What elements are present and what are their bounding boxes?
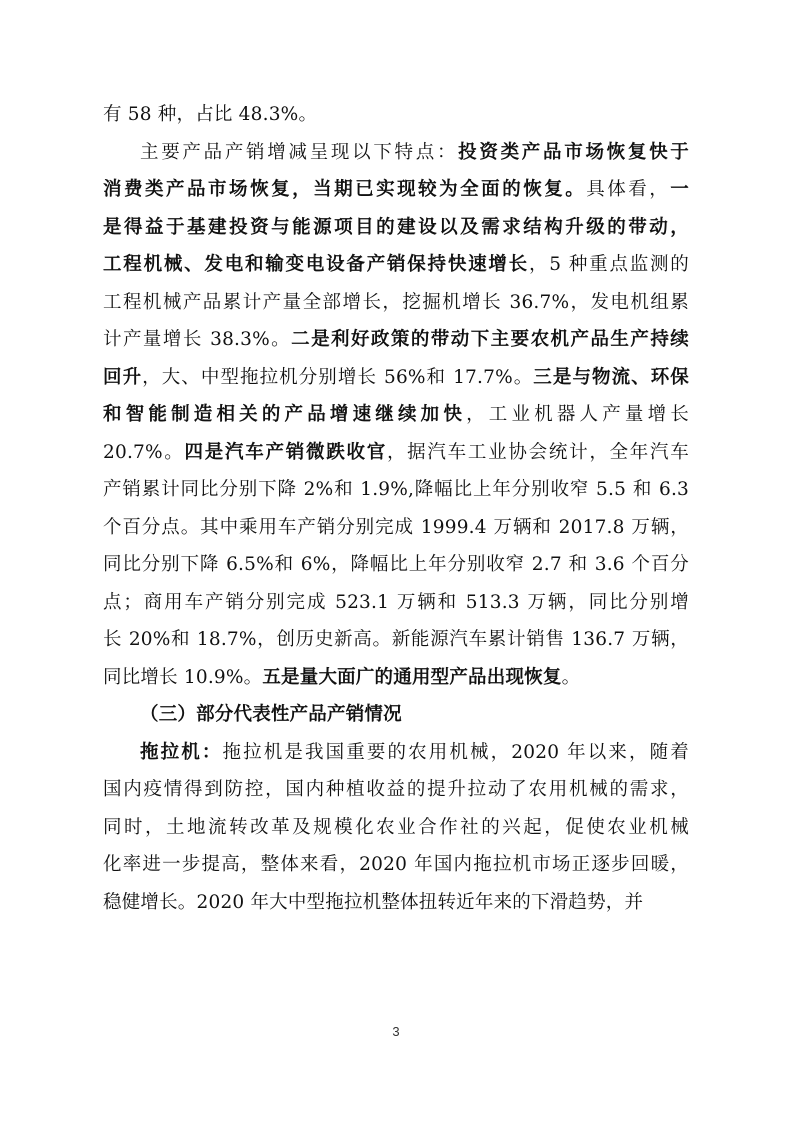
text-run: 长 20%和 18.7%，创历史新高。新能源汽车累计销售 136.7 万辆， <box>103 629 689 650</box>
text-run: 20.7%。 <box>103 441 185 463</box>
paragraph-tractor <box>103 734 689 922</box>
text-line <box>103 246 689 284</box>
text-run: 有 58 种，占比 48.3%。 <box>103 104 318 125</box>
text-run: ，工业机器人产量增长 <box>466 404 689 425</box>
text-line <box>103 509 689 547</box>
bold-text-run: 回升 <box>103 366 143 388</box>
text-line <box>103 284 689 322</box>
text-run: 工程机械产品累计产量全部增长，挖掘机增长 36.7%，发电机组累 <box>103 291 689 313</box>
text-run: 主要产品产销增减呈现以下特点： <box>140 141 459 163</box>
bold-text-run: 二是利好政策的带动下主要农机产品生产持续 <box>291 329 689 350</box>
text-line <box>103 584 689 622</box>
text-run: 同比增长 10.9%。 <box>103 666 263 688</box>
bold-text-run: 是得益于基建投资与能源项目的建设以及需求结构升级的带动， <box>103 216 689 238</box>
text-line <box>103 471 689 509</box>
text-line <box>103 396 689 434</box>
text-run: 稳健增长。2020 年大中型拖拉机整体扭转近年来的下滑趋势，并 <box>103 891 644 913</box>
bold-text-run: 投资类产品市场恢复快于 <box>458 141 689 163</box>
text-line <box>103 171 689 209</box>
text-run: ，大、中型拖拉机分别增长 56%和 17.7%。 <box>142 366 534 388</box>
text-run: ，据汽车工业协会统计，全年汽车 <box>386 441 689 463</box>
page-number: 3 <box>392 1024 400 1039</box>
text-run: 国内疫情得到防控，国内种植收益的提升拉动了农用机械的需求， <box>103 779 689 800</box>
text-line <box>103 884 689 922</box>
text-run: ，5 种重点监测的 <box>528 254 690 275</box>
document-body <box>103 96 689 921</box>
text-line <box>103 321 689 359</box>
bold-text-run: 一 <box>670 179 689 200</box>
text-run: 拖拉机是我国重要的农用机械，2020 年以来，随着 <box>222 741 689 763</box>
text-line <box>103 209 689 247</box>
text-run: 。 <box>561 666 581 688</box>
bold-text-run: 四是汽车产销微跌收官 <box>184 441 387 463</box>
text-line <box>103 546 689 584</box>
bold-text-run: 工程机械、发电和输变电设备产销保持快速增长 <box>103 254 529 275</box>
text-line <box>103 434 689 472</box>
text-line <box>103 359 689 397</box>
section-heading: （三）部分代表性产品产销情况 <box>140 704 402 725</box>
bold-text-run: 和智能制造相关的产品增速继续加快 <box>103 404 467 425</box>
text-line <box>103 846 689 884</box>
text-run: 同时，土地流转改革及规模化农业合作社的兴起，促使农业机械 <box>103 816 689 838</box>
text-run: 计产量增长 38.3%。 <box>103 329 292 350</box>
text-run: 点；商用车产销分别完成 523.1 万辆和 513.3 万辆，同比分别增 <box>103 591 689 613</box>
bold-text-run: 五是量大面广的通用型产品出现恢复 <box>262 666 562 688</box>
text-run: 同比分别下降 6.5%和 6%，降幅比上年分别收窄 2.7 和 3.6 个百分 <box>103 554 689 575</box>
text-run: 化率进一步提高，整体来看，2020 年国内拖拉机市场正逐步回暖， <box>103 854 689 875</box>
text-line <box>103 659 689 697</box>
text-run: 产销累计同比分别下降 2%和 1.9%,降幅比上年分别收窄 5.5 和 6.3 <box>103 479 689 500</box>
text-run: 具体看， <box>586 179 671 200</box>
text-line <box>103 809 689 847</box>
bold-text-run: 消费类产品市场恢复，当期已实现较为全面的恢复。 <box>103 179 587 200</box>
text-line <box>103 621 689 659</box>
bold-text-run: 三是与物流、环保 <box>533 366 689 388</box>
paragraph-product-trends <box>103 96 689 696</box>
text-line <box>103 771 689 809</box>
text-run: 个百分点。其中乘用车产销分别完成 1999.4 万辆和 2017.8 万辆， <box>103 516 689 538</box>
text-line <box>103 96 689 134</box>
bold-text-run: 拖拉机： <box>140 741 223 763</box>
text-line <box>103 134 689 172</box>
text-line <box>103 734 689 772</box>
